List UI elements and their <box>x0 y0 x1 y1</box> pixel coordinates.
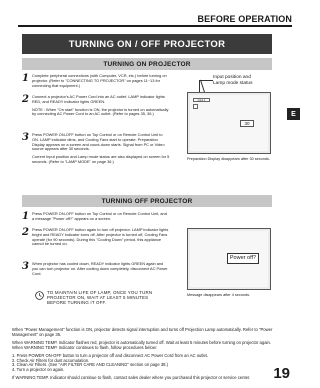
section-header: BEFORE OPERATION <box>197 14 292 24</box>
step-note: NOTE : When "On start" function is ON, the projector is turned on automatically by connecting AC Power Cord to an AC outlet. (Refer to pages 35, 36.) <box>32 106 169 117</box>
step-body <box>32 133 170 165</box>
warning-intro: When WARNING TEMP. Indicator flashes red, projector is automatically turned off. Wait at least 5 minutes before turning on projector again. <box>12 339 271 345</box>
procedure-item: 3. Clean Air Filters. (See "AIR FILTER CARE AND CLEANING" section on page 38.) <box>12 362 169 368</box>
turning-on-heading: TURNING ON PROJECTOR <box>22 58 272 70</box>
warning-continue: When WARNING TEMP. Indicator continues to flash, follow procedures below: <box>12 344 157 350</box>
step-number: 3 <box>22 261 29 272</box>
screen-area <box>190 231 268 287</box>
on-caption: Preparation Display disappears after 30 seconds. <box>187 157 270 161</box>
step-text: Complete peripheral connections (with Computer, VCR, etc.) before turning on projector. (Refer to "CONNECTING TO PROJECTOR" on pages 11~13 for connecting that equipment.) <box>32 73 167 88</box>
step-number: 3 <box>22 132 29 143</box>
step-number: 2 <box>22 94 29 105</box>
step-text: Press POWER ON-OFF button on Top Control or on Remote Control Unit, and a message "Power off?" appears on a screen. <box>32 211 167 221</box>
callout-line: Input position and <box>213 75 251 80</box>
input-position-box: Input 1 <box>193 98 210 102</box>
off-caption: Message disappears after 4 seconds. <box>187 293 251 297</box>
step-number: 2 <box>22 227 29 238</box>
procedure-list <box>12 354 284 374</box>
step-text: When projector has cooled down, READY indicator lights GREEN again and you can turn projector on. After cooling down completely, disconnect AC Power Cord. <box>32 261 168 276</box>
off-step-2 <box>22 228 170 247</box>
warning-temp-note <box>12 341 284 351</box>
screen-area <box>190 95 268 151</box>
procedure-item: 1. Press POWER ON-OFF button to turn a projector off and disconnect AC Power Cord from an AC outlet. <box>12 352 209 358</box>
callout-line: Lamp mode status <box>213 80 253 86</box>
notes-block <box>12 328 284 384</box>
on-step-1 <box>22 74 170 88</box>
step-body <box>32 95 170 117</box>
off-step-1 <box>22 212 170 222</box>
language-tab: E <box>287 108 300 120</box>
on-step-2 <box>22 95 170 117</box>
on-step-3 <box>22 133 170 165</box>
lamp-life-notice: TO MAINTAIN LIFE OF LAMP, ONCE YOU TURN PROJECTOR ON, WAIT AT LEAST 5 MINUTES BEFORE TURNING IT OFF. <box>47 290 153 306</box>
step-number: 1 <box>22 73 29 84</box>
lamp-mode-icon <box>193 104 198 109</box>
final-note: If WARNING TEMP. Indicator should continue to flash, contact sales dealer where you purchased this projector or service center. <box>12 375 251 381</box>
page-title: TURNING ON / OFF PROJECTOR <box>22 34 272 54</box>
step-text: Press POWER ON-OFF button on Top Control or on Remote Control Unit to ON. LAMP indicator dims, and Cooling Fans start to operate. Preparation Display appears on a screen and count-down starts. Signal from PC or Video source appears after 30 seconds. <box>32 132 165 152</box>
notice-icon <box>35 291 44 300</box>
page-number: 19 <box>273 365 290 382</box>
off-step-3 <box>22 262 170 276</box>
countdown-display: 30 <box>240 120 254 127</box>
procedure-item: 4. Turn a projector on again. <box>12 367 65 373</box>
power-management-note: When "Power Management" function is ON, projector detects signal interruption and turns off Projection Lamp automatically. Refer to "Power Management" on page 35. <box>12 327 273 337</box>
power-off-message: Power off? <box>227 253 259 264</box>
step-text: Connect a projector's AC Power Cord into an AC outlet. LAMP indicator lights RED, and READY indicator lights GREEN. <box>32 94 165 104</box>
callout-label <box>213 75 252 86</box>
preparation-display-screen <box>187 92 271 154</box>
turning-off-heading: TURNING OFF PROJECTOR <box>22 195 272 207</box>
procedure-item: 2. Check Air Filters for dust accumulation. <box>12 357 90 363</box>
header-rule <box>18 25 292 27</box>
step-note: Current Input position and Lamp mode status are also displayed on screen for 5 seconds. (Refer to "LAMP MODE" on page 36.) <box>32 154 170 164</box>
step-number: 1 <box>22 211 29 222</box>
power-off-screen <box>187 228 271 290</box>
step-text: Press POWER ON-OFF button again to turn off projector. LAMP indicator lights bright and READY indicator turns off. After projector is turned off, Cooling Fans operate (for 90 seconds). During this "Cooling Down" period, this appliance cannot be turned on. <box>32 227 169 247</box>
